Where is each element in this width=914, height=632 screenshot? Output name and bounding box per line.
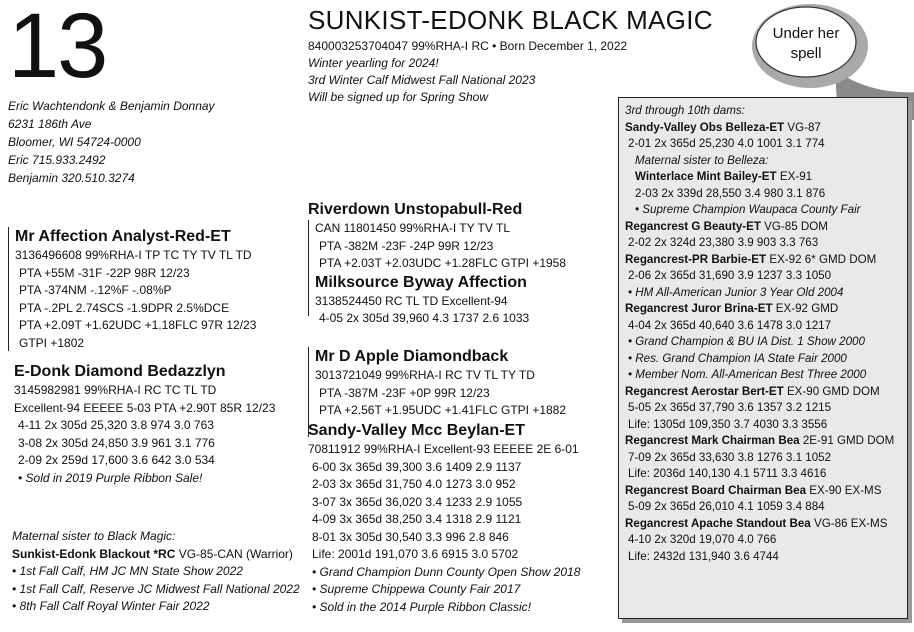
dam4-record: 2-02 2x 324d 23,380 3.9 903 3.3 763 <box>628 236 819 249</box>
dam-sire-line: PTA -387M -23F +0P 99R 12/23 <box>319 385 490 400</box>
dam-block <box>14 362 275 487</box>
dam7-name: Regancrest Aerostar Bert-ET <box>625 384 784 398</box>
sire-line: PTA +2.09T +1.62UDC +1.18FLC 97R 12/23 <box>19 318 257 332</box>
dam-record: 3-08 2x 305d 24,850 3.9 961 3.1 776 <box>18 435 215 450</box>
dam6-note: • Member Nom. All-American Best Three 2000 <box>628 368 867 381</box>
sire-line: PTA -.2PL 2.74SCS -1.9DPR 2.5%DCE <box>19 300 230 315</box>
dam9-record: 5-09 2x 365d 26,010 4.1 1059 3.4 884 <box>628 500 825 513</box>
dam4-score: VG-85 DOM <box>760 219 828 233</box>
dam-name: E-Donk Diamond Bedazzlyn <box>14 363 226 380</box>
sister-award: • 1st Fall Calf, HM JC MN State Show 2022 <box>12 564 243 578</box>
badge-line-1: Under her <box>772 25 840 42</box>
lot-number: 13 <box>8 0 107 97</box>
sister-header: Maternal sister to Black Magic: <box>12 529 176 543</box>
sire-sire-name: Riverdown Unstopabull-Red <box>308 201 523 218</box>
dam-record: 2-09 2x 259d 17,600 3.6 642 3.0 534 <box>18 453 215 467</box>
dam10-lifetime: Life: 2432d 131,940 3.6 4744 <box>628 549 779 563</box>
sire-dam-name: Milksource Byway Affection <box>315 273 527 291</box>
sire-line: GTPI +1802 <box>19 335 85 350</box>
dam6-score: EX-92 GMD <box>772 302 839 315</box>
dam3-score: VG-87 <box>784 120 821 134</box>
box-header: 3rd through 10th dams: <box>625 104 745 117</box>
dam-dam-note: • Sold in the 2014 Purple Ribbon Classic! <box>312 599 531 614</box>
consignor-line: Benjamin 320.510.3274 <box>8 171 135 185</box>
dam-dam-record: 6-00 3x 365d 39,300 3.6 1409 2.9 1137 <box>312 459 522 474</box>
sire-dam-line: 3138524450 RC TL TD Excellent-94 <box>315 293 508 308</box>
sister-award: • 8th Fall Calf Royal Winter Fair 2022 <box>12 599 210 613</box>
dam6-note: • Grand Champion & BU IA Dist. 1 Show 2000 <box>628 335 865 348</box>
animal-name: SUNKIST-EDONK BLACK MAGIC <box>308 5 713 35</box>
dam-dam-record: Life: 2001d 191,070 3.6 6915 3.0 5702 <box>312 547 519 561</box>
maternal-sister-block <box>12 528 300 616</box>
sire-sire-line: CAN 11801450 99%RHA-I TY TV TL <box>315 221 510 235</box>
dam8-record: 7-09 2x 365d 33,630 3.8 1276 3.1 1052 <box>628 450 832 464</box>
dam-line: Excellent-94 EEEEE 5-03 PTA +2.90T 85R 12/23 <box>14 400 276 415</box>
sire-sire-line: PTA -382M -23F -24P 99R 12/23 <box>319 238 494 253</box>
dam10-record: 4-10 2x 320d 19,070 4.0 766 <box>628 533 777 546</box>
animal-note: Winter yearling for 2024! <box>308 56 439 70</box>
dam7-record: 5-05 2x 365d 37,790 3.6 1357 3.2 1215 <box>628 401 832 414</box>
consignor-line: 6231 186th Ave <box>8 117 92 131</box>
sister-name: Sunkist-Edonk Blackout *RC <box>12 546 176 561</box>
sire-line: PTA +55M -31F -22P 98R 12/23 <box>19 265 190 280</box>
dam-dam-note: • Grand Champion Dunn County Open Show 2018 <box>312 564 581 579</box>
sister-award: • 1st Fall Calf, Reserve JC Midwest Fall National 2022 <box>12 581 300 596</box>
dam5-record: 2-06 2x 365d 31,690 3.9 1237 3.3 1050 <box>628 269 832 282</box>
dam-sire-line: 3013721049 99%RHA-I RC TV TL TY TD <box>315 368 535 382</box>
extended-dams-box <box>618 97 908 619</box>
dam5-name: Regancrest-PR Barbie-ET <box>625 252 767 266</box>
consignor-line: Eric Wachtendonk & Benjamin Donnay <box>8 99 215 113</box>
sire-sire-block <box>308 200 522 220</box>
dam-dam-line: 70811912 99%RHA-I Excellent-93 EEEEE 2E 6-01 <box>308 442 579 456</box>
sire-dam-line: 4-05 2x 305d 39,960 4.3 1737 2.6 1033 <box>319 311 530 325</box>
dam4-name: Regancrest G Beauty-ET <box>625 219 761 233</box>
dam-dam-record: 4-09 3x 365d 38,250 3.4 1318 2.9 1121 <box>312 512 522 526</box>
dam-record: 4-11 2x 305d 25,320 3.8 974 3.0 763 <box>18 418 214 432</box>
dam-dam-record: 2-03 3x 365d 31,750 4.0 1273 3.0 952 <box>312 477 516 491</box>
dam8-lifetime: Life: 2036d 140,130 4.1 5711 3.3 4616 <box>628 467 827 480</box>
dam9-name: Regancrest Board Chairman Bea <box>625 483 807 497</box>
dam-sire-line: PTA +2.56T +1.95UDC +1.41FLC GTPI +1882 <box>319 403 567 417</box>
dam-note: • Sold in 2019 Purple Ribbon Sale! <box>18 470 203 485</box>
dam8-score: 2E-91 GMD DOM <box>799 434 895 447</box>
dam3-record: 2-01 2x 365d 25,230 4.0 1001 3.1 774 <box>628 137 825 150</box>
dam7-score: EX-90 GMD DOM <box>783 384 880 398</box>
dam10-score: VG-86 EX-MS <box>810 516 888 530</box>
sire-pedigree-block <box>308 220 567 325</box>
dam-dam-name: Sandy-Valley Mcc Beylan-ET <box>308 422 525 439</box>
consignor-line: Bloomer, WI 54724-0000 <box>8 135 141 149</box>
animal-note: 3rd Winter Calf Midwest Fall National 2023 <box>308 73 536 87</box>
box-sister-record: 2-03 2x 339d 28,550 3.4 980 3.1 876 <box>635 186 826 200</box>
box-sister-name: Winterlace Mint Bailey-ET <box>635 170 777 183</box>
dam-dam-block <box>308 421 580 616</box>
box-sister-score: EX-91 <box>776 170 813 183</box>
dam-dam-record: 3-07 3x 365d 36,020 3.4 1233 2.9 1055 <box>312 494 523 509</box>
consignor-info <box>8 97 215 187</box>
dam7-lifetime: Life: 1305d 109,350 3.7 4030 3.3 3556 <box>628 417 828 431</box>
dam5-note: • HM All-American Junior 3 Year Old 2004 <box>628 285 844 299</box>
sister-score: VG-85-CAN (Warrior) <box>175 546 293 561</box>
sister-header-box: Maternal sister to Belleza: <box>635 153 769 167</box>
dam10-name: Regancrest Apache Standout Bea <box>625 516 811 530</box>
consignor-line: Eric 715.933.2492 <box>8 153 106 167</box>
animal-details <box>308 38 627 106</box>
dam8-name: Regancrest Mark Chairman Bea <box>625 434 800 447</box>
dam-dam-record: 8-01 3x 305d 30,540 3.3 996 2.8 846 <box>312 529 509 544</box>
dam-dam-note: • Supreme Chippewa County Fair 2017 <box>312 582 521 596</box>
box-sister-note: • Supreme Champion Waupaca County Fair <box>635 203 861 216</box>
sire-line: 3136496608 99%RHA-I TP TC TY TV TL TD <box>15 248 252 262</box>
animal-id-line: 840003253704047 99%RHA-I RC • Born December 1, 2022 <box>308 39 628 53</box>
dam6-record: 4-04 2x 365d 40,640 3.6 1478 3.0 1217 <box>628 318 832 332</box>
sire-block <box>8 227 256 351</box>
dam6-name: Regancrest Juror Brina-ET <box>625 302 773 315</box>
animal-note: Will be signed up for Spring Show <box>308 90 488 104</box>
badge-line-2: spell <box>790 45 822 62</box>
dam-line: 3145982981 99%RHA-I RC TC TL TD <box>14 383 217 397</box>
dam-sire-name: Mr D Apple Diamondback <box>315 348 509 365</box>
sire-sire-line: PTA +2.03T +2.03UDC +1.28FLC GTPI +1958 <box>319 256 567 270</box>
dam3-name: Sandy-Valley Obs Belleza-ET <box>625 120 785 134</box>
dam6-note: • Res. Grand Champion IA State Fair 2000 <box>628 351 847 365</box>
dam5-score: EX-92 6* GMD DOM <box>766 252 877 266</box>
sire-line: PTA -374NM -.12%F -.08%P <box>19 283 172 297</box>
sire-name: Mr Affection Analyst-Red-ET <box>15 228 231 245</box>
dam9-score: EX-90 EX-MS <box>806 483 882 497</box>
